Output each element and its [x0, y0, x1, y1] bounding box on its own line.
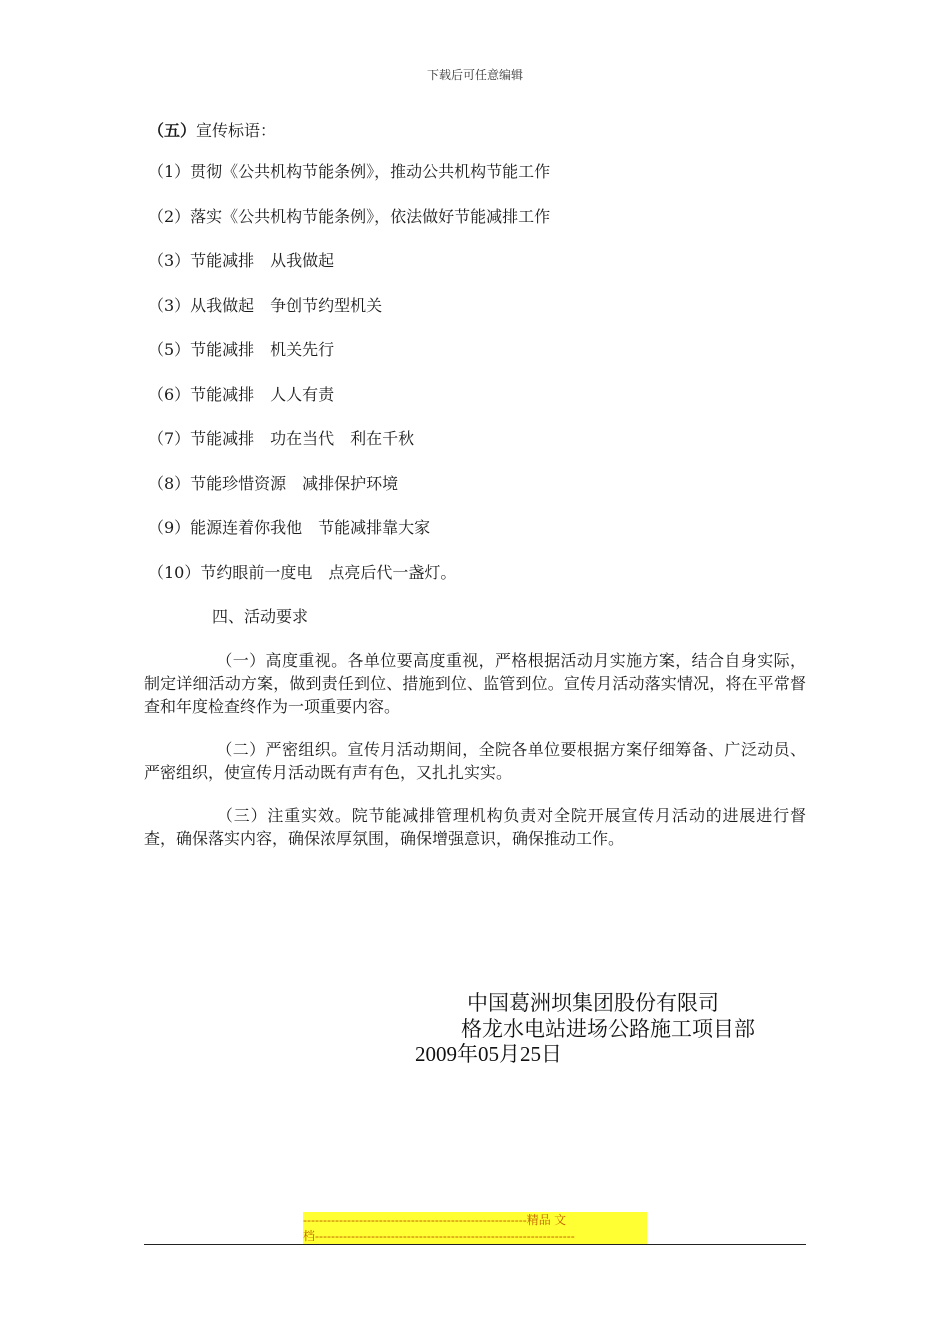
requirement-text: （二）严密组织。宣传月活动期间，全院各单位要根据方案仔细筹备、广泛动员、严密组织，使宣传月活动既有声有色，又扎扎实实。	[144, 740, 806, 782]
requirement-paragraph	[144, 804, 806, 850]
slogan-item: （10）节约眼前一度电 点亮后代一盏灯。	[148, 562, 457, 582]
header-note: 下载后可任意编辑	[426, 68, 523, 82]
requirement-text: （三）注重实效。院节能减排管理机构负责对全院开展宣传月活动的进展进行督查，确保落实内容，确保浓厚氛围，确保增强意识，确保推动工作。	[144, 806, 806, 848]
footer-rule	[144, 1244, 806, 1245]
requirements-heading: 四、活动要求	[212, 607, 309, 626]
requirement-paragraph	[144, 738, 806, 784]
footer-line-2: 档-----------------------------------------------------------------	[303, 1229, 575, 1243]
slogan-item: （1）贯彻《公共机构节能条例》，推动公共机构节能工作	[148, 162, 551, 181]
slogan-item: （5）节能减排 机关先行	[148, 340, 335, 359]
requirement-text: （一）高度重视。各单位要高度重视，严格根据活动月实施方案，结合自身实际，制定详细活动方案，做到责任到位、措施到位、监管到位。宣传月活动落实情况，将在平常督查和年度检查终作为一项重要内容。	[144, 651, 806, 716]
slogan-item: （8）节能珍惜资源 减排保护环境	[148, 473, 399, 493]
section-title	[148, 118, 276, 141]
slogan-item: （9）能源连着你我他 节能减排靠大家	[148, 518, 431, 537]
slogan-item: （3）从我做起 争创节约型机关	[148, 295, 383, 315]
slogan-item: （7）节能减排 功在当代 利在千秋	[148, 429, 415, 448]
section-title-number: （五）	[148, 121, 197, 140]
signature-company: 中国葛洲坝集团股份有限司	[467, 991, 719, 1015]
slogan-list	[148, 160, 550, 605]
footer-line-1: --------------------------------------------------------精品 文	[303, 1213, 567, 1227]
slogan-item: （2）落实《公共机构节能条例》，依法做好节能减排工作	[148, 206, 551, 226]
signature-date: 2009年05月25日	[415, 1042, 562, 1066]
section-title-text: 宣传标语：	[196, 121, 277, 140]
slogan-item: （6）节能减排 人人有责	[148, 384, 335, 404]
requirement-paragraph	[144, 649, 806, 718]
slogan-item: （3）节能减排 从我做起	[148, 251, 335, 270]
signature-department: 格龙水电站进场公路施工项目部	[461, 1017, 755, 1041]
footer-highlight	[303, 1212, 647, 1244]
